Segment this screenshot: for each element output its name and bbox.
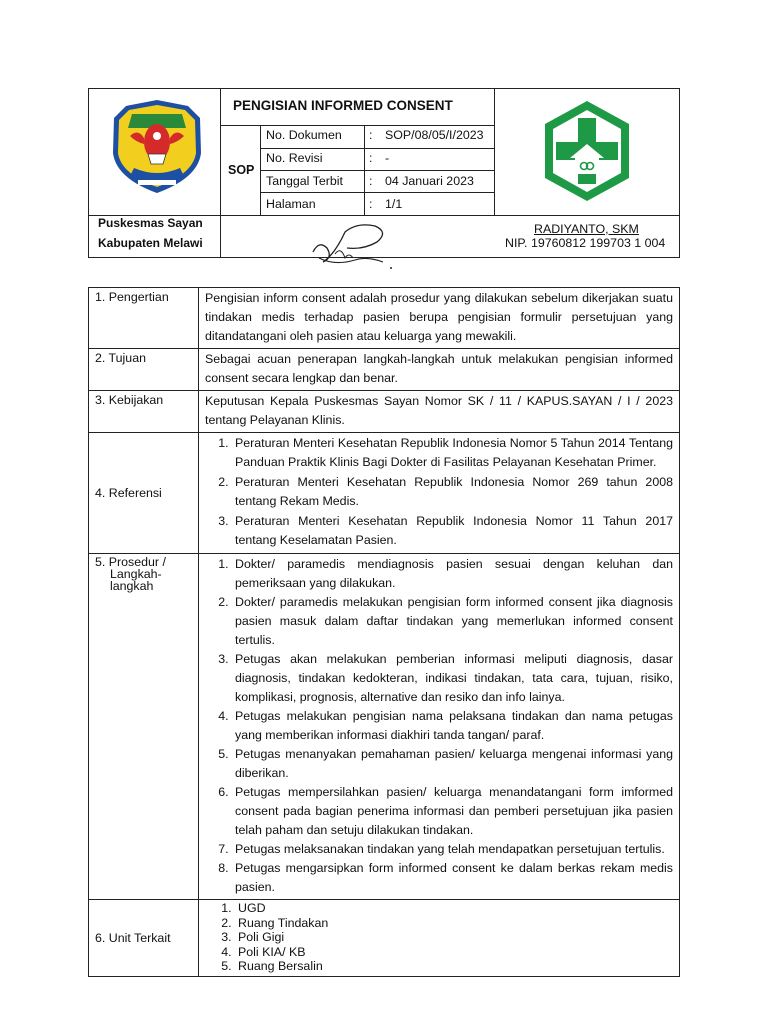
unit-list xyxy=(205,901,673,974)
list-item: 4. Petugas melakukan pengisian nama pelaksana tindakan dan nama petugas yang memberikan informasi diakhiri tanda tangan/ paraf. xyxy=(232,707,673,745)
prosedur-cell xyxy=(199,554,680,900)
list-item: 4. Poli KIA/ KB xyxy=(235,945,673,960)
field-value-no-dokumen: SOP/08/05/I/2023 xyxy=(385,128,484,142)
field-value-no-revisi: - xyxy=(385,151,390,165)
field-label-tanggal-terbit: Tanggal Terbit xyxy=(266,174,343,188)
list-item: 3. Petugas akan melakukan pemberian informasi meliputi diagnosis, dasar diagnosis, tindakan kedokteran, indikasi tindakan, tata cara, tujuan, risiko, komplikasi, prognosis, alternative dan resiko dan info lainya. xyxy=(232,650,673,707)
row-label xyxy=(89,433,199,554)
list-item: 2. Ruang Tindakan xyxy=(235,916,673,931)
puskesmas-logo xyxy=(540,98,634,204)
field-label-no-dokumen: No. Dokumen xyxy=(266,128,342,142)
tujuan-text: Sebagai acuan penerapan langkah-langkah untuk melakukan pengisian informed consent secara lengkap dan benar. xyxy=(199,349,680,391)
list-item: 5. Petugas menanyakan pemahaman pasien/ keluarga mengenai informasi yang diberikan. xyxy=(232,745,673,783)
row-unit-terkait xyxy=(89,900,680,977)
list-item: 3. Poli Gigi xyxy=(235,930,673,945)
pengertian-text: Pengisian inform consent adalah prosedur yang dilakukan sebelum dikerjakan suatu tindakan medis terhadap pasien berupa pengisian formulir persetujuan yang ditandatangani oleh pasien atau keluarga yang mewakili. xyxy=(199,288,680,349)
list-item: 5. Ruang Bersalin xyxy=(235,959,673,974)
kebijakan-label: 3. Kebijakan xyxy=(95,393,164,407)
field-sep: : xyxy=(369,151,373,165)
row-kebijakan xyxy=(89,391,680,433)
list-item: 1. Peraturan Menteri Kesehatan Republik Indonesia Nomor 5 Tahun 2014 Tentang Panduan Praktik Klinis Bagi Dokter di Fasilitas Pelayanan Kesehatan Primer. xyxy=(232,434,673,472)
field-label-halaman: Halaman xyxy=(266,197,316,211)
row-pengertian xyxy=(89,288,680,349)
field-sep: : xyxy=(369,197,373,211)
field-label-no-revisi: No. Revisi xyxy=(266,151,323,165)
list-item: 8. Petugas mengarsipkan form informed consent ke dalam berkas rekam medis pasien. xyxy=(232,859,673,897)
prosedur-label: Langkah- xyxy=(110,567,162,581)
tujuan-label: 2. Tujuan xyxy=(95,351,146,365)
signer-nip: NIP. 19760812 199703 1 004 xyxy=(505,236,666,250)
field-sep: : xyxy=(369,128,373,142)
row-label xyxy=(89,554,199,900)
row-tujuan xyxy=(89,349,680,391)
org-region: Kabupaten Melawi xyxy=(98,236,203,250)
sop-label: SOP xyxy=(228,163,255,177)
kabupaten-melawi-emblem xyxy=(108,98,206,196)
list-item: 1. Dokter/ paramedis mendiagnosis pasien sesuai dengan keluhan dan pemeriksaan yang dilakukan. xyxy=(232,555,673,593)
field-value-halaman: 1/1 xyxy=(385,197,403,211)
unit-label: 6. Unit Terkait xyxy=(95,930,171,945)
row-label xyxy=(89,349,199,391)
document-title: PENGISIAN INFORMED CONSENT xyxy=(233,98,453,113)
row-referensi xyxy=(89,433,680,554)
list-item: 2. Dokter/ paramedis melakukan pengisian form informed consent jika diagnosis pasien masuk dalam daftar tindakan yang memerlukan informed consent tertulis. xyxy=(232,593,673,650)
referensi-list xyxy=(205,434,673,550)
list-item: 6. Petugas mempersilahkan pasien/ keluarga menandatangani form imformed consent pada bagian penerima informasi dan pemberi persetujuan jika pasien telah paham dan setuju dilakukan tindakan. xyxy=(232,783,673,840)
org-name: Puskesmas Sayan xyxy=(98,216,203,230)
row-prosedur xyxy=(89,554,680,900)
row-label xyxy=(89,391,199,433)
referensi-cell xyxy=(199,433,680,554)
signature xyxy=(305,218,405,274)
prosedur-list xyxy=(205,555,673,897)
row-label xyxy=(89,900,199,977)
list-item: 2. Peraturan Menteri Kesehatan Republik Indonesia Nomor 269 tahun 2008 tentang Rekam Medis. xyxy=(232,473,673,511)
signer-name: RADIYANTO, SKM xyxy=(534,222,639,236)
kebijakan-text: Keputusan Kepala Puskesmas Sayan Nomor SK / 11 / KAPUS.SAYAN / I / 2023 tentang Pelayanan Klinis. xyxy=(199,391,680,433)
field-sep: : xyxy=(369,174,373,188)
prosedur-label: 5. Prosedur / xyxy=(95,555,166,569)
referensi-label: 4. Referensi xyxy=(95,486,162,500)
unit-cell xyxy=(199,900,680,977)
pengertian-label: 1. Pengertian xyxy=(95,290,169,304)
list-item: 7. Petugas melaksanakan tindakan yang telah mendapatkan persetujuan tertulis. xyxy=(232,840,673,859)
list-item: 3. Peraturan Menteri Kesehatan Republik Indonesia Nomor 11 Tahun 2017 tentang Keselamatan Pasien. xyxy=(232,512,673,550)
row-label xyxy=(89,288,199,349)
list-item: 1. UGD xyxy=(235,901,673,916)
sop-content-table xyxy=(88,287,680,977)
field-value-tanggal-terbit: 04 Januari 2023 xyxy=(385,174,474,188)
prosedur-label: langkah xyxy=(110,579,154,593)
